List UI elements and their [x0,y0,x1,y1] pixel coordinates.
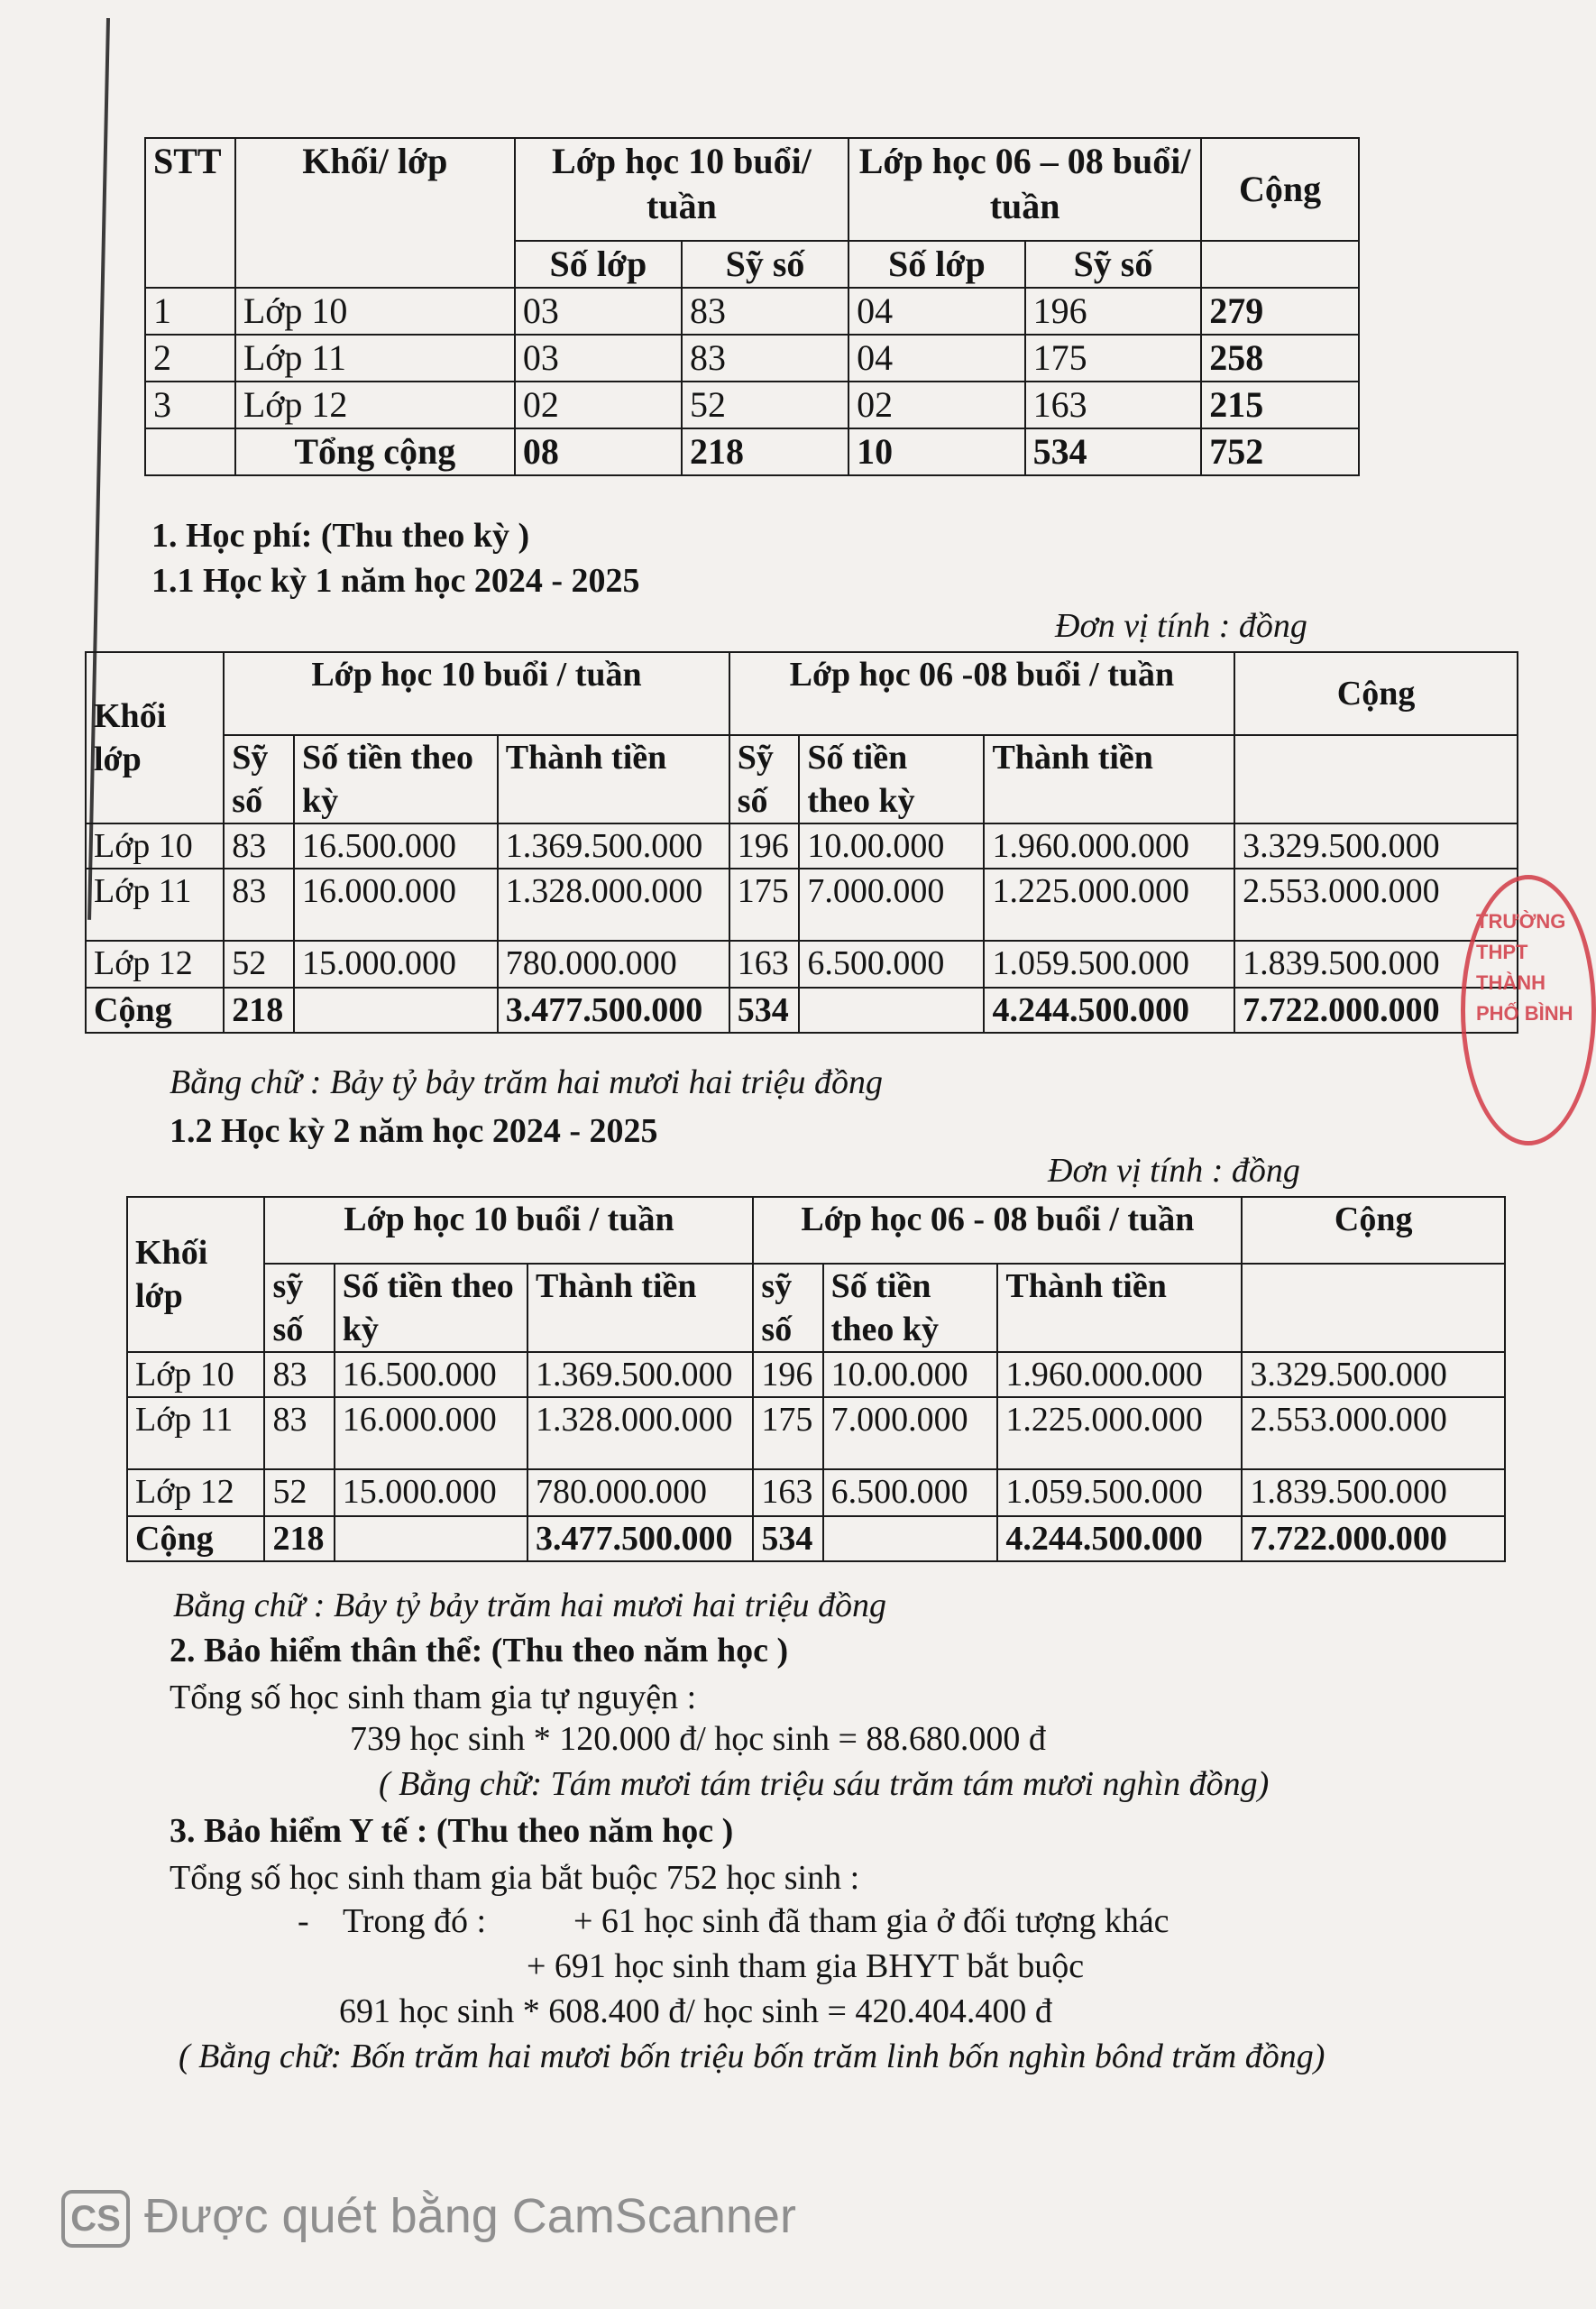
cell: 02 [515,382,682,428]
table-row [127,1352,1505,1397]
cell: 218 [264,1516,334,1561]
cell: 03 [515,288,682,335]
section3-words: ( Bằng chữ: Bốn trăm hai mươi bốn triệu bốn trăm linh bốn nghìn bônd trăm đồng) [179,2038,1325,2075]
cell: 1.225.000.000 [997,1397,1242,1469]
cell: 780.000.000 [527,1469,753,1516]
cell: 215 [1201,382,1359,428]
section3-line2a: Trong đó : [343,1902,487,1940]
cell: 52 [264,1469,334,1516]
cell: 780.000.000 [498,941,729,988]
cell [145,428,235,475]
header-group2: Lớp học 06 – 08 buổi/ tuần [848,138,1201,241]
section3-line2b: + 61 học sinh đã tham gia ở đối tượng khác [573,1902,1169,1940]
cell: 1.328.000.000 [527,1397,753,1469]
cell: 163 [1025,382,1202,428]
table-row [86,941,1518,988]
cell: 7.000.000 [799,869,984,941]
cell: 175 [753,1397,822,1469]
table-total-row [145,428,1359,475]
header-cong: Cộng [1201,138,1359,241]
cell: 2 [145,335,235,382]
total-label: Cộng [127,1516,264,1561]
cell: 279 [1201,288,1359,335]
unit-label: Đơn vị tính : đồng [1055,607,1307,645]
cell: 83 [264,1397,334,1469]
cell: 1.369.500.000 [498,823,729,869]
empty-cell [1201,241,1359,288]
cell: 16.000.000 [335,1397,527,1469]
cell: 15.000.000 [335,1469,527,1516]
cell: 16.500.000 [294,823,498,869]
empty-cell [1234,735,1518,823]
cell: 3.477.500.000 [527,1516,753,1561]
total-label: Cộng [86,988,224,1033]
cell: 7.722.000.000 [1234,988,1518,1033]
camscanner-watermark: Được quét bằng CamScanner [144,2189,796,2243]
cell: Lớp 11 [127,1397,264,1469]
cell: Lớp 12 [235,382,515,428]
cell: 10 [848,428,1025,475]
table-row [145,335,1359,382]
cell: 1.059.500.000 [984,941,1234,988]
header-cong: Cộng [1242,1197,1505,1264]
cell: Lớp 10 [127,1352,264,1397]
table-row [86,823,1518,869]
cell: 2.553.000.000 [1234,869,1518,941]
cell [799,988,984,1033]
cell: 10.00.000 [823,1352,998,1397]
section2-line1: Tổng số học sinh tham gia tự nguyện : [170,1679,697,1716]
table-row [127,1397,1505,1469]
section1-sub2: 1.2 Học kỳ 2 năm học 2024 - 2025 [170,1112,658,1150]
section3-line1: Tổng số học sinh tham gia bắt buộc 752 học sinh : [170,1859,860,1897]
section3-line4: 691 học sinh * 608.400 đ/ học sinh = 420.404.400 đ [339,1992,1052,2030]
section3-line3: + 691 học sinh tham gia BHYT bắt buộc [527,1947,1085,1985]
cell: 258 [1201,335,1359,382]
section1-title: 1. Học phí: (Thu theo kỳ ) [151,517,530,555]
cell: 6.500.000 [799,941,984,988]
cell: 534 [753,1516,822,1561]
header-so-tien: Số tiền theo kỳ [799,735,984,823]
cell: 6.500.000 [823,1469,998,1516]
class-summary-table [144,137,1360,476]
cell: 196 [1025,288,1202,335]
header-sy-so: Sỹ số [682,241,848,288]
cell: 52 [682,382,848,428]
cell: 52 [224,941,294,988]
empty-cell [1242,1264,1505,1352]
cell: 3.329.500.000 [1242,1352,1505,1397]
cell: 04 [848,288,1025,335]
cell: 4.244.500.000 [997,1516,1242,1561]
school-stamp: TRƯỜNG THPT THÀNH PHỐ BÌNH [1461,875,1596,1145]
header-sy-so: Sỹ số [1025,241,1202,288]
header-group1: Lớp học 10 buổi/ tuần [515,138,848,241]
header-so-tien: Số tiền theo kỳ [823,1264,998,1352]
header-thanh-tien: Thành tiền [997,1264,1242,1352]
header-khoi: Khối/ lớp [235,138,515,288]
table-header-row [86,652,1518,735]
fee-table-hk1 [85,651,1518,1034]
cell: 83 [682,288,848,335]
cell: 534 [729,988,800,1033]
section3-title: 3. Bảo hiểm Y tế : (Thu theo năm học ) [170,1812,734,1850]
cell: 175 [729,869,800,941]
header-so-tien: Số tiền theo kỳ [335,1264,527,1352]
header-thanh-tien: Thành tiền [498,735,729,823]
cell [823,1516,998,1561]
cell: 16.000.000 [294,869,498,941]
cell: Lớp 11 [235,335,515,382]
cell: 1.328.000.000 [498,869,729,941]
cell: 534 [1025,428,1202,475]
table-header-row [127,1197,1505,1264]
cell: 218 [224,988,294,1033]
header-group1: Lớp học 10 buổi / tuần [224,652,729,735]
section1-sub1: 1.1 Học kỳ 1 năm học 2024 - 2025 [151,562,640,600]
header-thanh-tien: Thành tiền [984,735,1234,823]
table-total-row [127,1516,1505,1561]
cell [335,1516,527,1561]
header-group1: Lớp học 10 buổi / tuần [264,1197,753,1264]
header-cong: Cộng [1234,652,1518,735]
cell: 4.244.500.000 [984,988,1234,1033]
table-header-row [145,138,1359,241]
cell: 196 [729,823,800,869]
cell: 1 [145,288,235,335]
table-subheader-row [86,735,1518,823]
section2-title: 2. Bảo hiểm thân thể: (Thu theo năm học ) [170,1632,789,1670]
header-sy-so: Sỹ số [729,735,800,823]
section3-bullet: - [298,1902,309,1940]
cell: 3.329.500.000 [1234,823,1518,869]
table-subheader-row [127,1264,1505,1352]
cell: Lớp 10 [235,288,515,335]
total-label: Tổng cộng [235,428,515,475]
cell: 7.722.000.000 [1242,1516,1505,1561]
header-thanh-tien: Thành tiền [527,1264,753,1352]
camscanner-logo-icon: CS [61,2190,130,2248]
cell: 1.369.500.000 [527,1352,753,1397]
section2-line2: 739 học sinh * 120.000 đ/ học sinh = 88.680.000 đ [350,1720,1046,1758]
table-total-row [86,988,1518,1033]
cell: 1.960.000.000 [997,1352,1242,1397]
cell: 02 [848,382,1025,428]
header-sy-so: sỹ số [753,1264,822,1352]
table-row [86,869,1518,941]
cell: 3.477.500.000 [498,988,729,1033]
cell: 175 [1025,335,1202,382]
cell: 04 [848,335,1025,382]
cell: 218 [682,428,848,475]
cell: Lớp 11 [86,869,224,941]
cell: 03 [515,335,682,382]
header-so-lop: Số lớp [848,241,1025,288]
cell: 1.225.000.000 [984,869,1234,941]
cell: 163 [753,1469,822,1516]
header-so-lop: Số lớp [515,241,682,288]
cell: 15.000.000 [294,941,498,988]
cell: 752 [1201,428,1359,475]
cell: 196 [753,1352,822,1397]
cell: Lớp 10 [86,823,224,869]
table-row [127,1469,1505,1516]
cell: 16.500.000 [335,1352,527,1397]
cell: 1.839.500.000 [1242,1469,1505,1516]
cell [294,988,498,1033]
section2-words: ( Bằng chữ: Tám mươi tám triệu sáu trăm tám mươi nghìn đồng) [379,1765,1270,1803]
fee-words-hk1: Bằng chữ : Bảy tỷ bảy trăm hai mươi hai triệu đồng [170,1063,884,1101]
cell: 83 [682,335,848,382]
fee-table-hk2 [126,1196,1506,1562]
cell: Lớp 12 [127,1469,264,1516]
header-group2: Lớp học 06 -08 buổi / tuần [729,652,1234,735]
header-khoi: Khối lớp [127,1197,264,1352]
cell: 3 [145,382,235,428]
cell: 1.059.500.000 [997,1469,1242,1516]
header-khoi: Khối lớp [86,652,224,823]
cell: 08 [515,428,682,475]
header-so-tien: Số tiền theo kỳ [294,735,498,823]
cell: Lớp 12 [86,941,224,988]
cell: 1.960.000.000 [984,823,1234,869]
cell: 83 [224,823,294,869]
cell: 2.553.000.000 [1242,1397,1505,1469]
cell: 10.00.000 [799,823,984,869]
cell: 163 [729,941,800,988]
table-row [145,382,1359,428]
header-sy-so: sỹ số [264,1264,334,1352]
header-sy-so: Sỹ số [224,735,294,823]
cell: 1.839.500.000 [1234,941,1518,988]
header-group2: Lớp học 06 - 08 buổi / tuần [753,1197,1242,1264]
cell: 83 [264,1352,334,1397]
unit-label: Đơn vị tính : đồng [1048,1152,1300,1190]
fee-words-hk2: Bằng chữ : Bảy tỷ bảy trăm hai mươi hai triệu đồng [173,1587,887,1624]
header-stt: STT [145,138,235,288]
cell: 83 [224,869,294,941]
cell: 7.000.000 [823,1397,998,1469]
table-row [145,288,1359,335]
